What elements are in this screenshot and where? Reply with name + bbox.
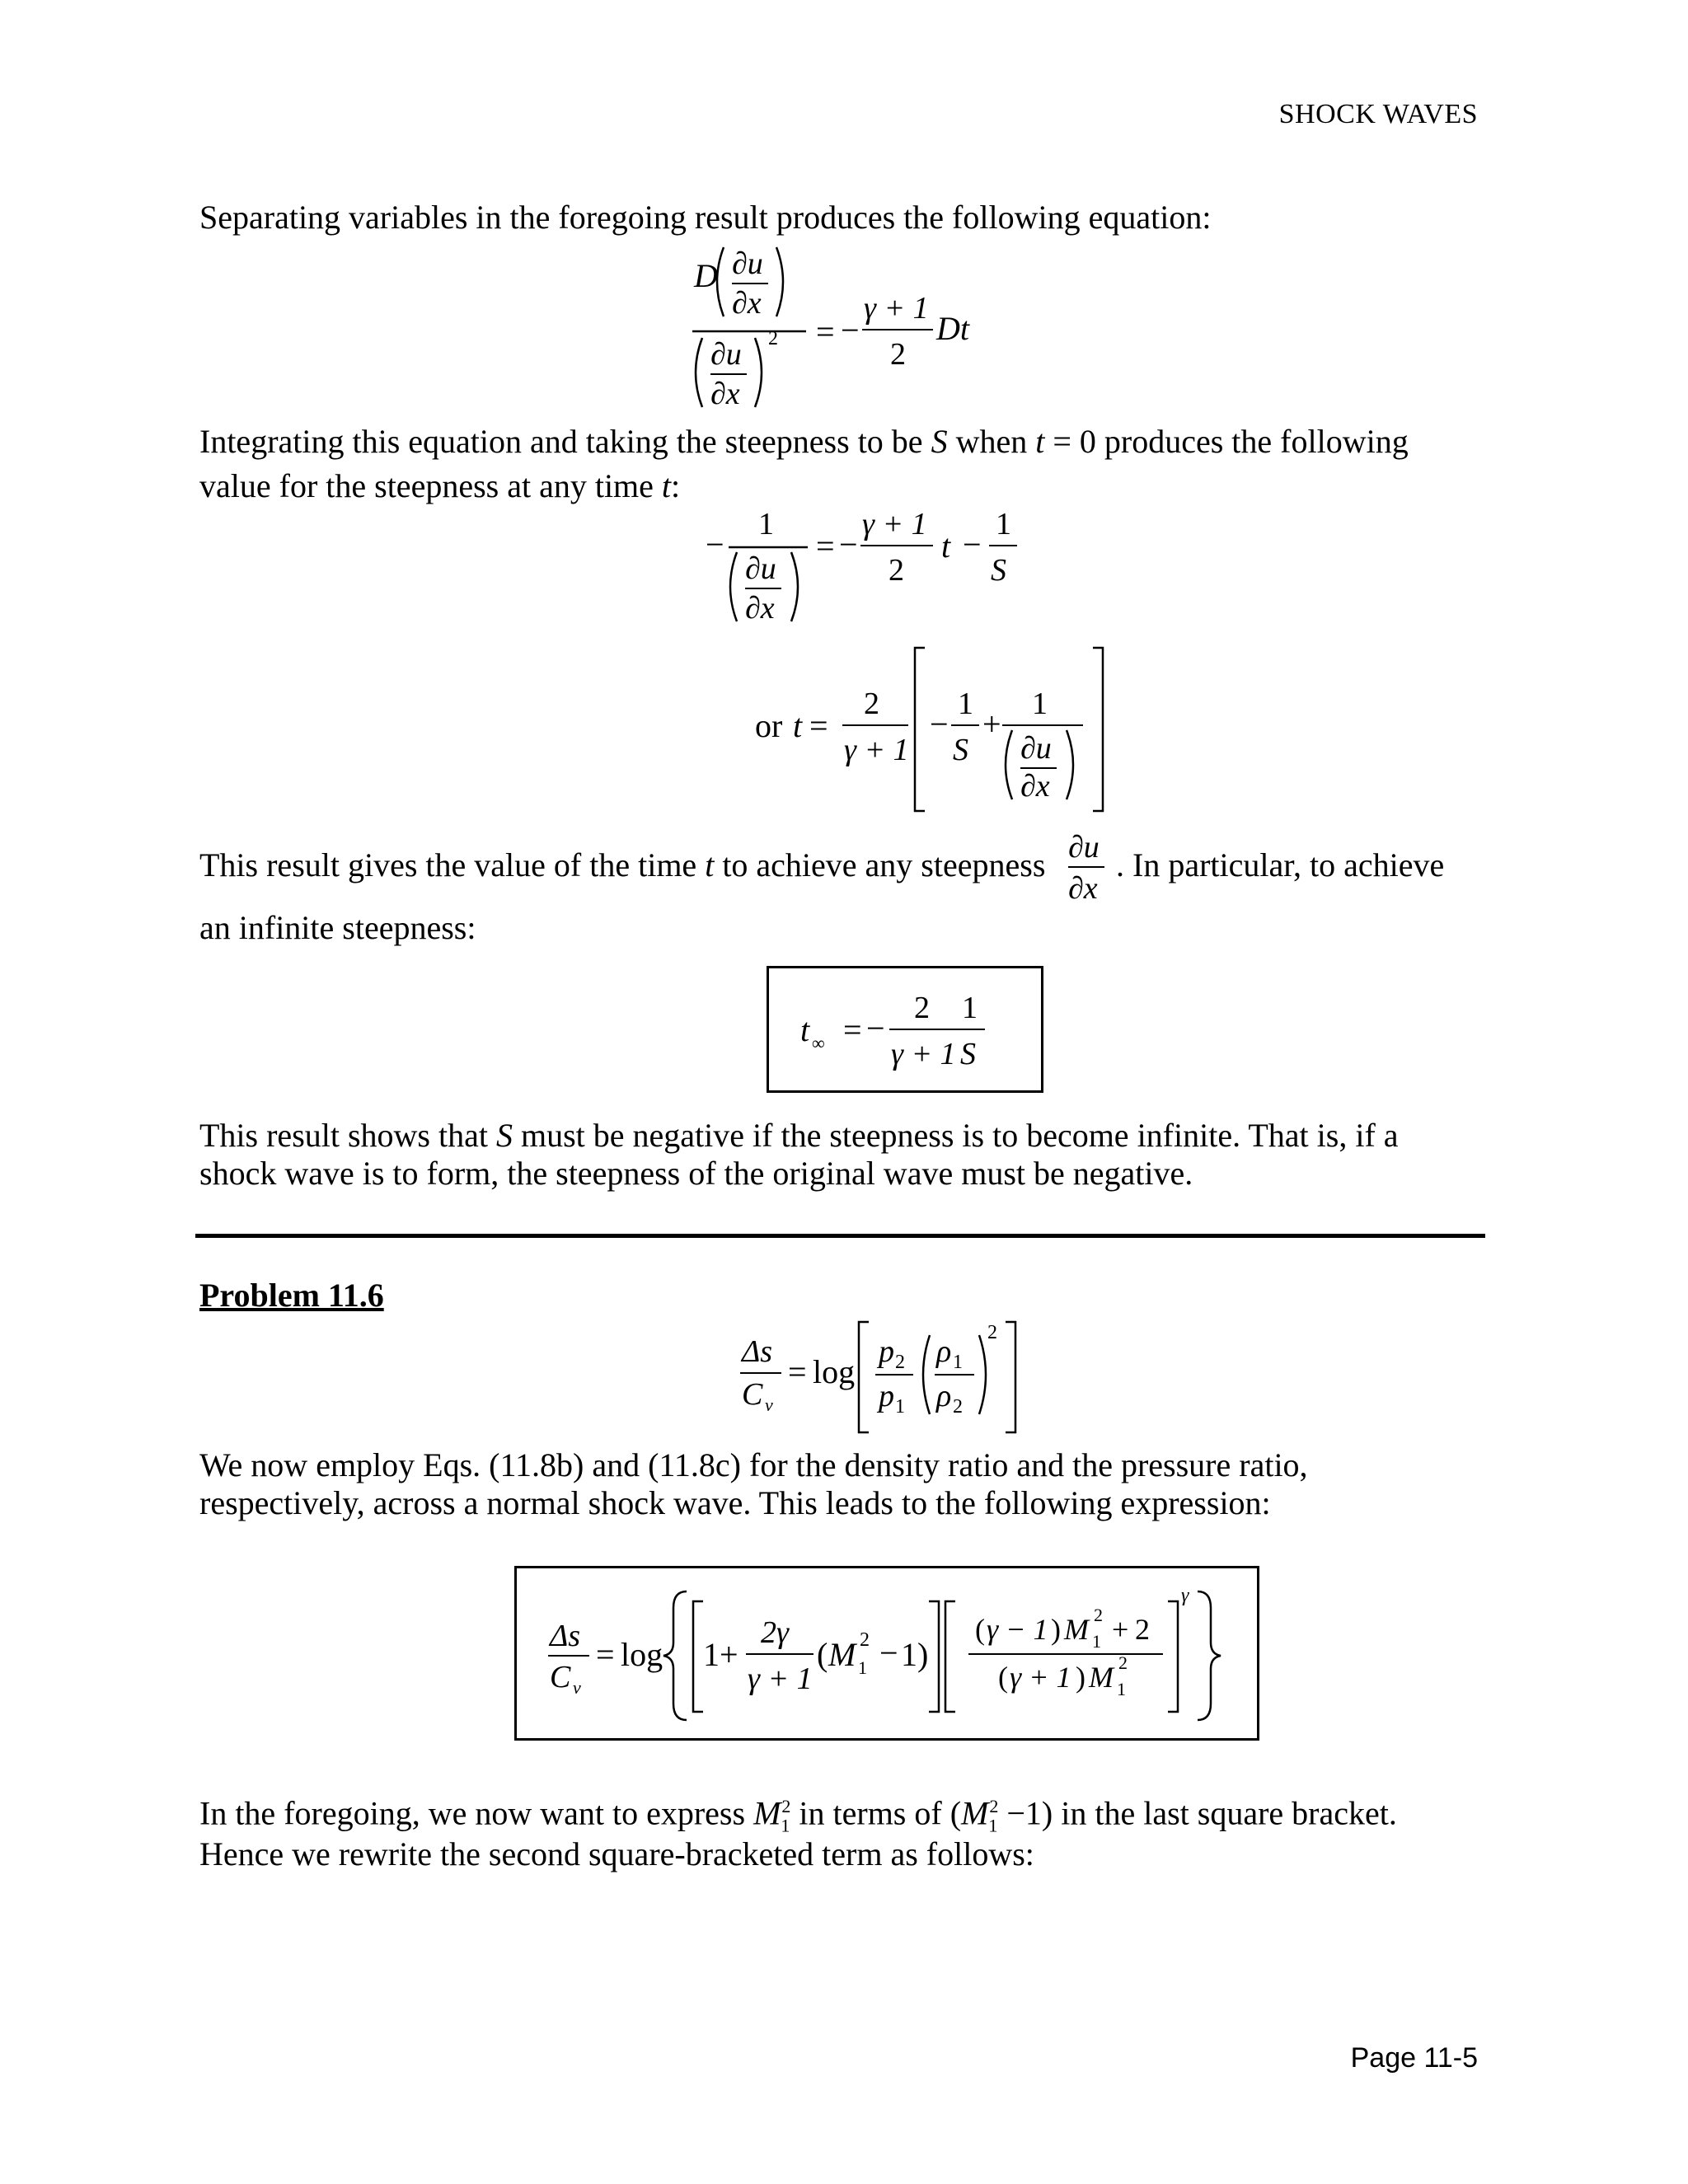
eq6-svg — [517, 1568, 1257, 1738]
eq4-svg — [769, 968, 1041, 1090]
p2-text-d: value for the steepness at any time — [199, 467, 654, 504]
paragraph-time-result-tail: . In particular, to achieve — [1116, 846, 1445, 883]
eq1-D: D — [694, 257, 718, 294]
eq1-gp1: γ + 1 — [864, 291, 929, 326]
eq4-equals: = — [843, 1011, 862, 1048]
eq3-S: S — [953, 733, 968, 767]
eq6-gp1: γ + 1 — [748, 1661, 813, 1696]
p6-M2-sub: 1 — [988, 1815, 998, 1836]
eq3-t: t — [793, 707, 803, 744]
boxed-equation-entropy-mach — [514, 1566, 1259, 1741]
p2-text-c: produces the following — [1104, 423, 1409, 460]
eq2-one-b: 1 — [996, 507, 1011, 541]
p3-du: ∂u — [1068, 830, 1100, 865]
eq6-num-lp: ( — [975, 1613, 985, 1646]
paragraph-integrating-line2 — [199, 465, 680, 508]
eq6-den-M-sq: 2 — [1118, 1652, 1128, 1673]
equation-steepness — [701, 504, 1047, 636]
p6-M2: M — [961, 1794, 989, 1832]
paragraph-negative-S-line2: shock wave is to form, the steepness of the original wave must be negative. — [199, 1155, 1193, 1192]
eq1-paren-right — [776, 247, 783, 316]
p6-minus: − — [1006, 1794, 1025, 1832]
eq1-Dt: Dt — [936, 310, 969, 347]
p4-text-b: must be negative if the steepness is to become infinite. That is, if a — [520, 1117, 1399, 1154]
eq5-bracket-left — [859, 1322, 869, 1432]
eq1-equals: = — [816, 313, 835, 350]
p3-dx: ∂x — [1068, 871, 1098, 906]
eq5-ds: Δs — [742, 1334, 773, 1369]
eq5-p2-sub: 2 — [895, 1352, 905, 1373]
eq6-M1: M — [828, 1636, 856, 1673]
equation-time — [750, 643, 1121, 824]
eq6-den-lp: ( — [998, 1661, 1008, 1694]
eq3-plus: + — [982, 705, 1001, 743]
problem-heading: Problem 11.6 — [199, 1277, 384, 1314]
eq4-inf: ∞ — [812, 1033, 825, 1053]
eq6-equals: = — [596, 1636, 615, 1673]
eq2-two: 2 — [889, 553, 904, 588]
eq1-square: 2 — [768, 328, 778, 349]
eq2-minus2: − — [963, 526, 982, 563]
p6-M2-sq: 2 — [989, 1796, 999, 1816]
eq4-two: 2 — [914, 991, 930, 1025]
eq2-dx: ∂x — [745, 591, 775, 626]
eq6-one: 1 — [703, 1636, 720, 1673]
eq3-or: or — [755, 707, 783, 744]
eq4-minus: − — [866, 1010, 885, 1047]
eq2-equals: = — [816, 527, 835, 565]
eq4-gp1: γ + 1 — [891, 1037, 956, 1071]
p3-t: t — [705, 846, 715, 883]
paragraph-infinite-steepness: an infinite steepness: — [199, 909, 476, 946]
eq3-one-a: 1 — [958, 687, 973, 721]
eq2-t: t — [941, 527, 951, 565]
eq3-one-b: 1 — [1032, 687, 1048, 721]
eq6-bracket2-left — [945, 1601, 955, 1712]
eq3-equals: = — [809, 707, 828, 744]
p6-one: 1 — [1025, 1794, 1042, 1832]
paragraph-time-result — [199, 844, 1045, 887]
eq6-ds: Δs — [550, 1619, 581, 1653]
eq4-t: t — [800, 1011, 810, 1048]
eq2-minus-lead: − — [706, 526, 724, 563]
p6-text-a: In the foregoing, we now want to express — [199, 1794, 746, 1832]
p2-t2: t — [661, 467, 672, 504]
eq6-brace-right — [1198, 1591, 1221, 1720]
eq2-paren-left — [730, 552, 737, 621]
paragraph-integrating — [199, 420, 1409, 463]
page-number: Page 11-5 — [1350, 2042, 1478, 2074]
eq6-cv: C — [550, 1660, 571, 1694]
eq1-two: 2 — [890, 337, 906, 372]
eq5-bracket-right — [1006, 1322, 1015, 1432]
eq5-v: v — [765, 1394, 773, 1415]
eq3-gp1: γ + 1 — [844, 733, 909, 767]
eq5-p2: p — [879, 1334, 894, 1369]
eq5-equals: = — [788, 1353, 807, 1390]
eq1-minus: − — [841, 312, 860, 349]
eq6-num-plus: + — [1112, 1613, 1129, 1646]
eq6-bracket2-right — [1168, 1601, 1178, 1712]
eq1-dx-bottom: ∂x — [710, 377, 740, 411]
p2-text-b: when — [955, 423, 1028, 460]
eq2-one: 1 — [758, 507, 774, 541]
eq2-du: ∂u — [745, 551, 776, 586]
eq2-S: S — [991, 553, 1006, 588]
p2-colon: : — [671, 467, 681, 504]
eq6-lp: ( — [817, 1636, 828, 1673]
eq6-M1-sub: 1 — [858, 1657, 867, 1678]
eq5-paren-right — [979, 1335, 986, 1414]
eq5-cv: C — [742, 1377, 763, 1412]
eq5-rho1: ρ — [936, 1334, 952, 1369]
eq2-gp1: γ + 1 — [862, 507, 927, 541]
eq3-paren-right — [1067, 730, 1073, 799]
running-header: SHOCK WAVES — [1278, 99, 1478, 129]
eq6-brace-left — [663, 1591, 687, 1720]
p4-text-a: This result shows that — [199, 1117, 488, 1154]
paragraph-negative-S — [199, 1114, 1399, 1157]
eq6-rp: ) — [917, 1636, 929, 1673]
eq6-den-gp1: γ + 1 — [1010, 1661, 1071, 1694]
p6-text-c: in the last square bracket. — [1061, 1794, 1397, 1832]
eq6-den-rp: ) — [1076, 1661, 1085, 1694]
eq6-bracket1-left — [693, 1601, 703, 1712]
p2-text-a: Integrating this equation and taking the steepness to be — [199, 423, 923, 460]
eq6-num-M-sq: 2 — [1094, 1605, 1103, 1625]
eq6-gamma-exp: γ — [1181, 1585, 1189, 1606]
boxed-equation-t-infinity — [767, 966, 1043, 1093]
eq3-paren-left — [1006, 730, 1012, 799]
eq5-p1-sub: 1 — [895, 1396, 905, 1418]
eq4-S: S — [960, 1037, 976, 1071]
eq6-plus: + — [720, 1636, 738, 1673]
eq1-paren-right-bottom — [755, 338, 762, 407]
eq5-log: log — [813, 1353, 856, 1390]
eq6-log: log — [621, 1636, 663, 1673]
p3-text-a: This result gives the value of the time — [199, 846, 697, 883]
p6-text-b: in terms of — [799, 1794, 942, 1832]
eq6-num-two: 2 — [1135, 1613, 1150, 1646]
eq6-num-gm1: γ − 1 — [987, 1613, 1048, 1646]
eq3-minus: − — [930, 705, 949, 743]
eq6-2g: 2γ — [761, 1615, 789, 1650]
eq6-v: v — [573, 1677, 581, 1698]
eq6-den-M: M — [1089, 1661, 1114, 1694]
p6-M-sub: 1 — [781, 1815, 790, 1836]
equation-separated — [684, 239, 1030, 420]
eq6-den-M-sub: 1 — [1117, 1679, 1126, 1699]
eq3-du: ∂u — [1020, 731, 1052, 766]
eq6-one-b: 1 — [901, 1636, 917, 1673]
eq4-one: 1 — [962, 991, 978, 1025]
eq2-paren-right — [791, 552, 798, 621]
eq5-square: 2 — [987, 1322, 997, 1343]
eq1-paren-left — [717, 247, 724, 316]
section-divider — [195, 1234, 1485, 1238]
eq5-p1: p — [879, 1379, 894, 1413]
eq5-rho1-sub: 1 — [953, 1352, 963, 1373]
eq1-dx-top: ∂x — [732, 286, 762, 321]
eq5-rho2: ρ — [936, 1379, 952, 1413]
p6-M-sq: 2 — [781, 1796, 791, 1816]
paragraph-employ-eqs: We now employ Eqs. (11.8b) and (11.8c) for the density ratio and the pressure ratio, — [199, 1446, 1308, 1483]
paragraph-separating-variables: Separating variables in the foregoing result produces the following equation: — [199, 199, 1212, 236]
eq6-bracket1-right — [929, 1601, 939, 1712]
eq6-num-rp: ) — [1051, 1613, 1061, 1646]
paragraph-employ-eqs-line2: respectively, across a normal shock wave. This leads to the following expression: — [199, 1484, 1271, 1521]
p3-text-b: to achieve any steepness — [722, 846, 1046, 883]
p2-t: t — [1035, 423, 1045, 460]
eq3-bracket-right — [1093, 648, 1103, 811]
eq3-bracket-left — [915, 648, 925, 811]
p6-rp: ) — [1041, 1794, 1053, 1832]
p6-lp: ( — [950, 1794, 962, 1832]
equation-entropy — [734, 1315, 1063, 1439]
eq3-two: 2 — [864, 687, 879, 721]
eq6-num-M-sub: 1 — [1092, 1631, 1101, 1652]
p2-zero: 0 — [1079, 423, 1096, 460]
p6-M: M — [753, 1794, 781, 1832]
eq6-minus: − — [879, 1634, 898, 1671]
eq6-M1-sq: 2 — [860, 1629, 870, 1651]
eq5-paren-left — [923, 1335, 930, 1414]
eq5-rho2-sub: 2 — [953, 1396, 963, 1418]
p2-eq: = — [1053, 423, 1071, 460]
eq1-du-top: ∂u — [732, 246, 763, 281]
paragraph-rewrite: Hence we rewrite the second square-bracketed term as follows: — [199, 1835, 1034, 1872]
p2-S: S — [931, 423, 948, 460]
eq1-paren-left-bottom — [696, 338, 702, 407]
eq6-num-M: M — [1064, 1613, 1089, 1646]
inline-du-dx — [1063, 827, 1113, 910]
eq3-dx: ∂x — [1020, 769, 1050, 804]
eq2-minus: − — [839, 526, 858, 563]
eq1-du-bottom: ∂u — [710, 337, 742, 372]
p4-S: S — [495, 1117, 513, 1154]
